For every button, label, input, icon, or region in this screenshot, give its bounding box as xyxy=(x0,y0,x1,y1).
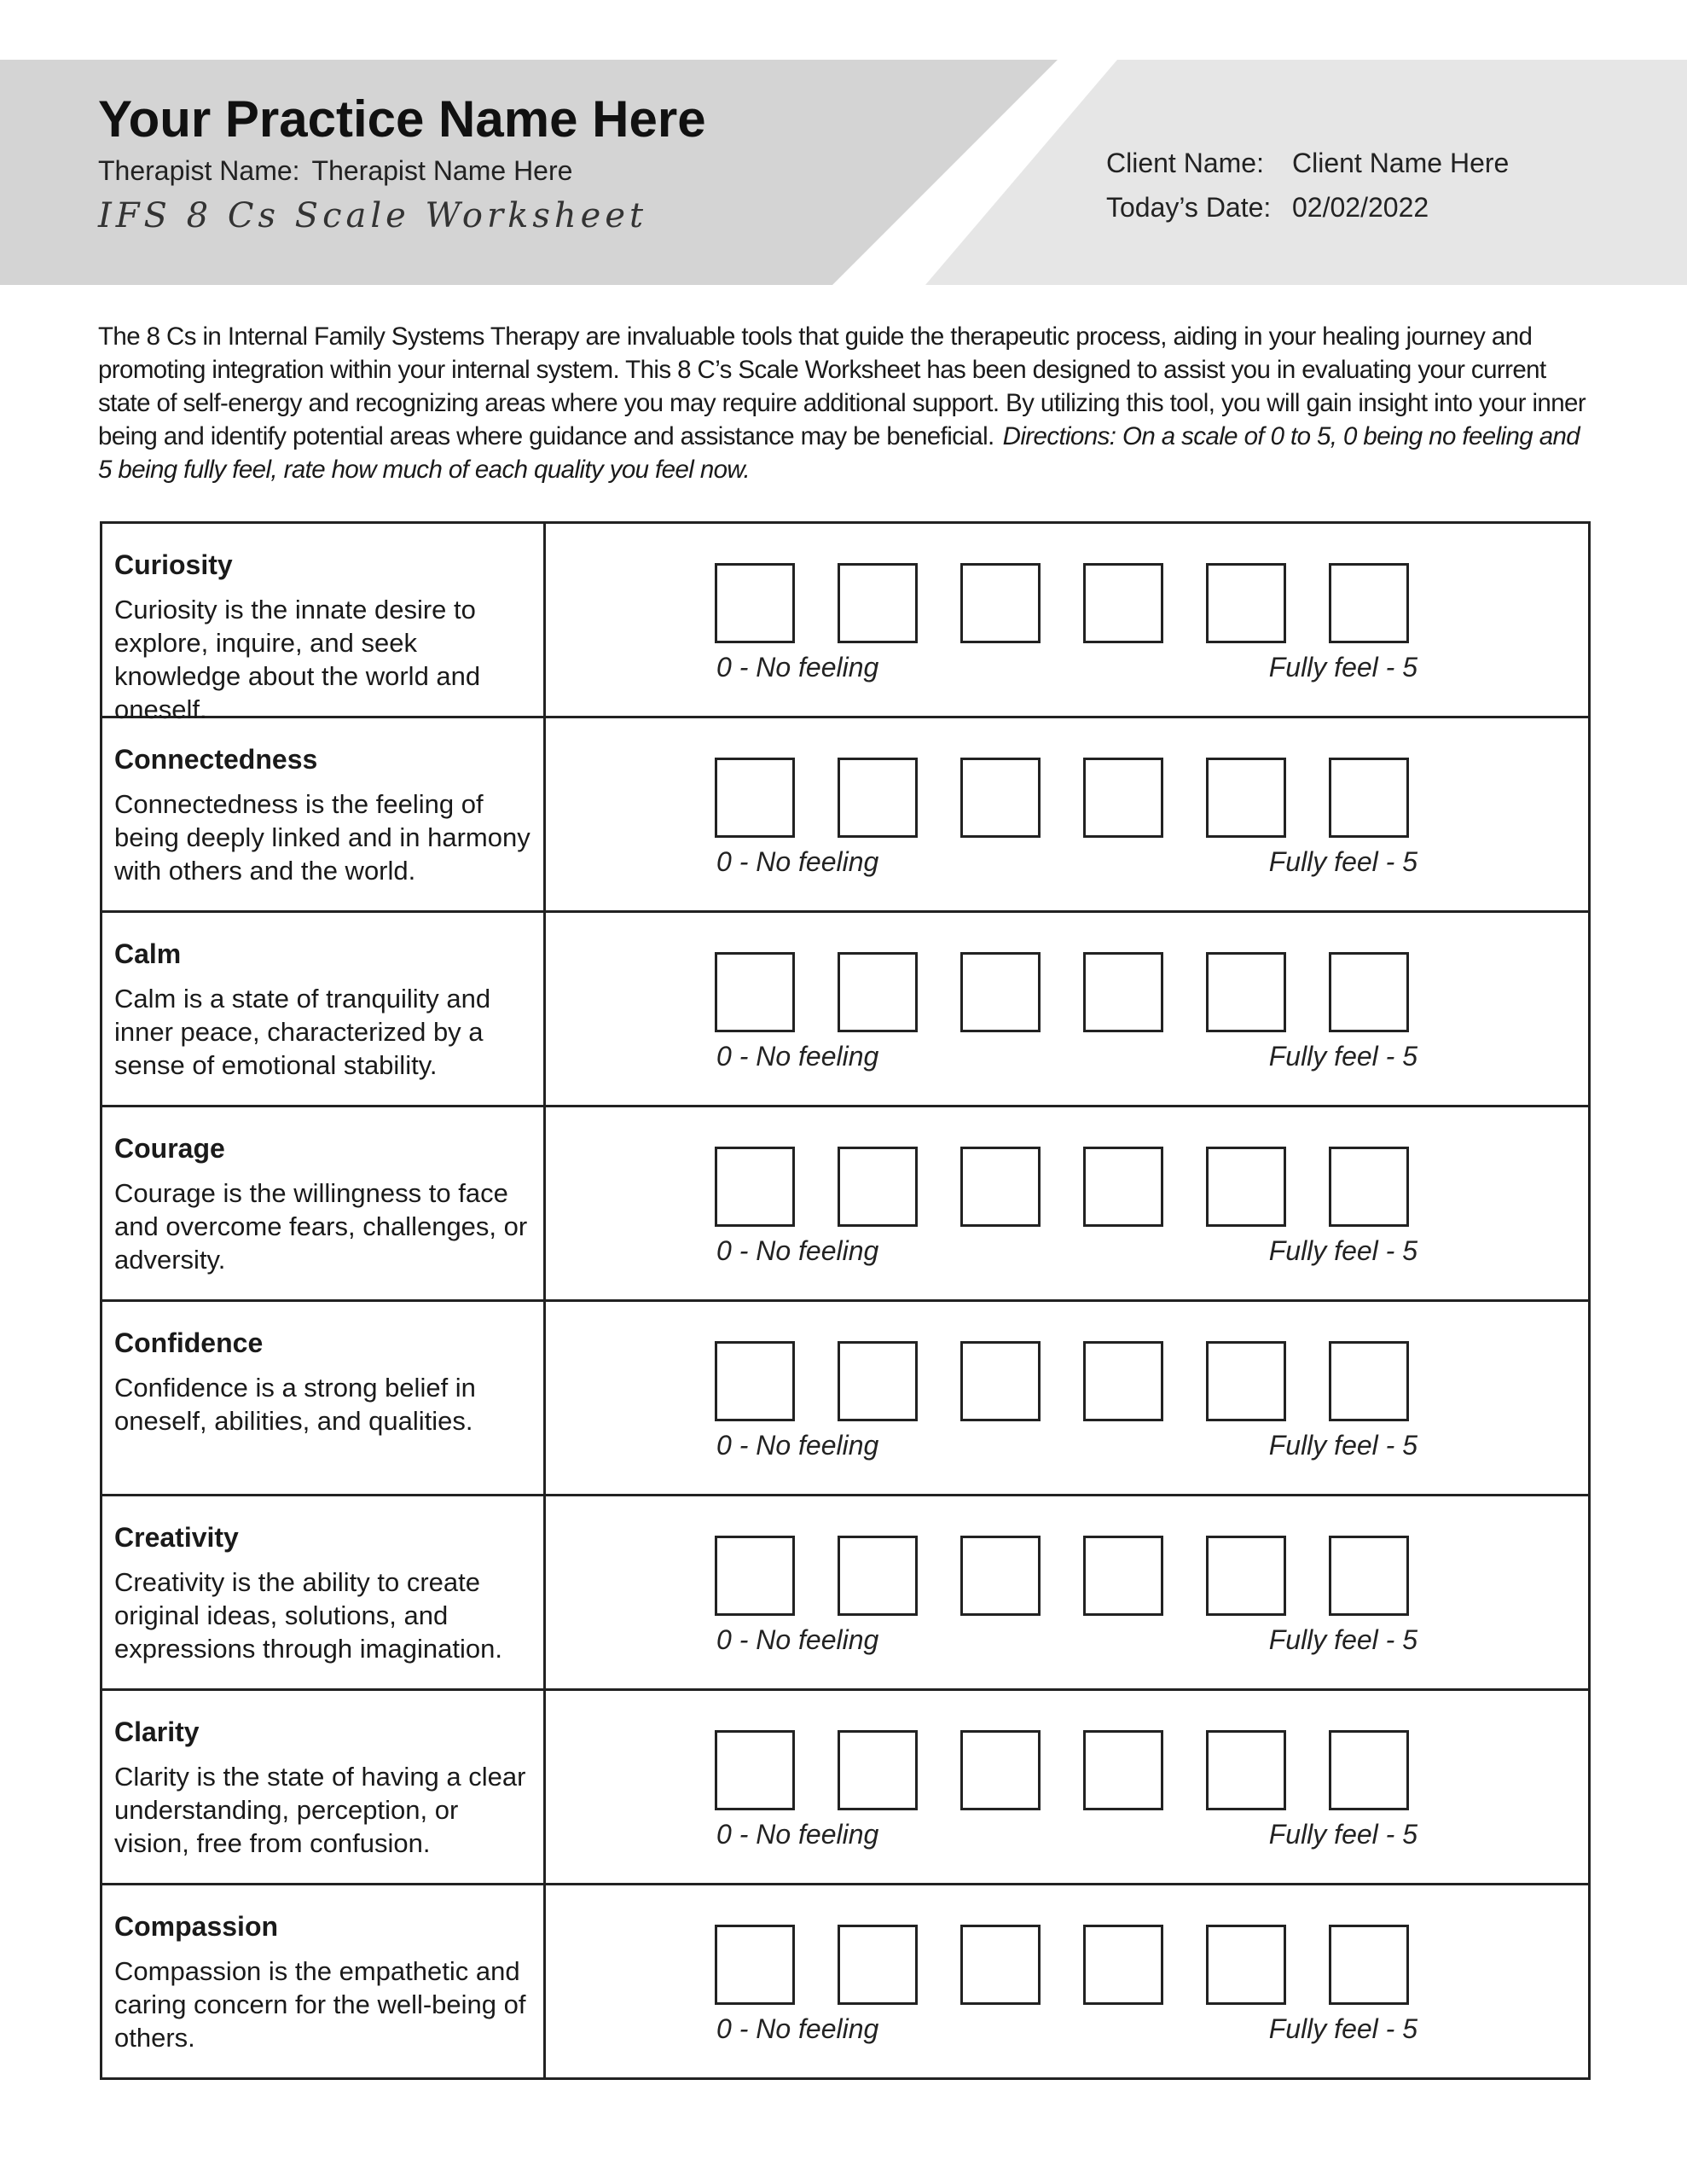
rating-checkbox-courage-2[interactable] xyxy=(960,1147,1041,1227)
rating-boxes xyxy=(715,758,1409,838)
rating-scale-cell xyxy=(546,913,1588,1105)
quality-name: Calm xyxy=(114,938,182,969)
rating-checkbox-clarity-4[interactable] xyxy=(1206,1730,1286,1810)
rating-checkbox-calm-0[interactable] xyxy=(715,952,795,1032)
quality-description-cell xyxy=(102,913,546,1105)
quality-row-creativity xyxy=(102,1496,1588,1691)
quality-description: Curiosity is the innate desire to explore, inquire, and seek knowledge about the world and oneself. xyxy=(114,595,481,724)
rating-checkbox-connectedness-0[interactable] xyxy=(715,758,795,838)
quality-description-cell xyxy=(102,1302,546,1494)
rating-checkbox-connectedness-4[interactable] xyxy=(1206,758,1286,838)
rating-boxes xyxy=(715,1341,1409,1421)
quality-name: Courage xyxy=(114,1133,225,1164)
rating-checkbox-confidence-1[interactable] xyxy=(838,1341,918,1421)
quality-description: Courage is the willingness to face and overcome fears, challenges, or adversity. xyxy=(114,1178,528,1275)
scale-low-label: 0 - No feeling xyxy=(716,1041,879,1072)
rating-checkbox-clarity-1[interactable] xyxy=(838,1730,918,1810)
rating-checkbox-curiosity-4[interactable] xyxy=(1206,563,1286,643)
rating-checkbox-curiosity-1[interactable] xyxy=(838,563,918,643)
quality-row-calm xyxy=(102,913,1588,1107)
rating-checkbox-courage-1[interactable] xyxy=(838,1147,918,1227)
rating-checkbox-calm-2[interactable] xyxy=(960,952,1041,1032)
client-name-field[interactable]: Client Name Here xyxy=(1292,147,1510,178)
rating-checkbox-curiosity-5[interactable] xyxy=(1329,563,1409,643)
rating-boxes xyxy=(715,1147,1409,1227)
rating-checkbox-courage-0[interactable] xyxy=(715,1147,795,1227)
quality-name: Compassion xyxy=(114,1911,279,1942)
rating-checkbox-connectedness-5[interactable] xyxy=(1329,758,1409,838)
client-name-label: Client Name: xyxy=(1106,147,1264,178)
rating-scale-cell xyxy=(546,1107,1588,1299)
rating-checkbox-creativity-1[interactable] xyxy=(838,1536,918,1616)
rating-checkbox-compassion-4[interactable] xyxy=(1206,1925,1286,2005)
quality-description-cell xyxy=(102,1496,546,1688)
therapist-row xyxy=(98,155,572,187)
quality-description-cell xyxy=(102,1691,546,1883)
rating-checkbox-clarity-0[interactable] xyxy=(715,1730,795,1810)
rating-boxes xyxy=(715,563,1409,643)
rating-checkbox-creativity-5[interactable] xyxy=(1329,1536,1409,1616)
scale-low-label: 0 - No feeling xyxy=(716,1430,879,1461)
scale-low-label: 0 - No feeling xyxy=(716,1235,879,1266)
rating-checkbox-creativity-3[interactable] xyxy=(1083,1536,1163,1616)
quality-description: Creativity is the ability to create original ideas, solutions, and expressions through imagination. xyxy=(114,1567,502,1664)
rating-checkbox-clarity-5[interactable] xyxy=(1329,1730,1409,1810)
rating-checkbox-compassion-0[interactable] xyxy=(715,1925,795,2005)
rating-scale-cell xyxy=(546,1496,1588,1688)
scale-high-label: Fully feel - 5 xyxy=(1268,2013,1417,2044)
quality-description: Compassion is the empathetic and caring concern for the well-being of others. xyxy=(114,1956,526,2053)
rating-scale-cell xyxy=(546,1302,1588,1494)
scale-high-label: Fully feel - 5 xyxy=(1268,652,1417,682)
rating-boxes xyxy=(715,952,1409,1032)
rating-scale-cell xyxy=(546,1885,1588,2077)
quality-name: Creativity xyxy=(114,1522,239,1553)
rating-checkbox-calm-5[interactable] xyxy=(1329,952,1409,1032)
quality-description: Confidence is a strong belief in oneself, abilities, and qualities. xyxy=(114,1373,476,1436)
rating-boxes xyxy=(715,1536,1409,1616)
quality-row-compassion xyxy=(102,1885,1588,2077)
worksheet-title: IFS 8 Cs Scale Worksheet xyxy=(98,196,648,235)
rating-checkbox-creativity-4[interactable] xyxy=(1206,1536,1286,1616)
scale-high-label: Fully feel - 5 xyxy=(1268,846,1417,877)
scale-low-label: 0 - No feeling xyxy=(716,652,879,682)
date-label: Today’s Date: xyxy=(1106,191,1272,223)
scale-low-label: 0 - No feeling xyxy=(716,1819,879,1850)
rating-checkbox-calm-1[interactable] xyxy=(838,952,918,1032)
quality-name: Confidence xyxy=(114,1327,264,1358)
rating-checkbox-clarity-3[interactable] xyxy=(1083,1730,1163,1810)
directions-text: Directions: On a scale of 0 to 5, 0 being no feeling and 5 being fully feel, rate how much of each quality you feel now. xyxy=(98,422,1580,484)
scale-low-label: 0 - No feeling xyxy=(716,1624,879,1655)
rating-checkbox-confidence-2[interactable] xyxy=(960,1341,1041,1421)
rating-scale-cell xyxy=(546,718,1588,910)
client-name-row xyxy=(1106,141,1509,185)
date-field[interactable]: 02/02/2022 xyxy=(1292,191,1429,223)
rating-checkbox-calm-3[interactable] xyxy=(1083,952,1163,1032)
scale-high-label: Fully feel - 5 xyxy=(1268,1235,1417,1266)
rating-checkbox-creativity-0[interactable] xyxy=(715,1536,795,1616)
quality-description-cell xyxy=(102,524,546,724)
rating-checkbox-connectedness-2[interactable] xyxy=(960,758,1041,838)
rating-checkbox-curiosity-0[interactable] xyxy=(715,563,795,643)
rating-checkbox-calm-4[interactable] xyxy=(1206,952,1286,1032)
therapist-label: Therapist Name: xyxy=(98,155,300,186)
quality-row-curiosity xyxy=(102,524,1588,724)
quality-name: Connectedness xyxy=(114,744,318,775)
quality-description: Connectedness is the feeling of being deeply linked and in harmony with others and the world. xyxy=(114,789,530,886)
quality-description-cell xyxy=(102,718,546,910)
quality-row-courage xyxy=(102,1107,1588,1302)
intro-paragraph xyxy=(98,320,1599,486)
date-row xyxy=(1106,185,1509,229)
rating-checkbox-compassion-2[interactable] xyxy=(960,1925,1041,2005)
quality-description: Calm is a state of tranquility and inner peace, characterized by a sense of emotional stability. xyxy=(114,984,491,1080)
rating-checkbox-courage-5[interactable] xyxy=(1329,1147,1409,1227)
rating-checkbox-confidence-5[interactable] xyxy=(1329,1341,1409,1421)
quality-row-clarity xyxy=(102,1691,1588,1885)
rating-checkbox-compassion-3[interactable] xyxy=(1083,1925,1163,2005)
rating-checkbox-confidence-3[interactable] xyxy=(1083,1341,1163,1421)
quality-row-connectedness xyxy=(102,718,1588,913)
scale-low-label: 0 - No feeling xyxy=(716,2013,879,2044)
rating-checkbox-clarity-2[interactable] xyxy=(960,1730,1041,1810)
therapist-name-field[interactable]: Therapist Name Here xyxy=(311,155,573,186)
scale-low-label: 0 - No feeling xyxy=(716,846,879,877)
rating-table xyxy=(100,521,1591,2080)
scale-high-label: Fully feel - 5 xyxy=(1268,1430,1417,1461)
quality-description-cell xyxy=(102,1107,546,1299)
rating-checkbox-connectedness-3[interactable] xyxy=(1083,758,1163,838)
rating-scale-cell xyxy=(546,524,1588,716)
scale-high-label: Fully feel - 5 xyxy=(1268,1624,1417,1655)
rating-checkbox-confidence-4[interactable] xyxy=(1206,1341,1286,1421)
practice-name: Your Practice Name Here xyxy=(98,90,706,148)
rating-scale-cell xyxy=(546,1691,1588,1883)
quality-description: Clarity is the state of having a clear understanding, perception, or vision, free from confusion. xyxy=(114,1762,526,1858)
quality-name: Clarity xyxy=(114,1716,200,1747)
scale-high-label: Fully feel - 5 xyxy=(1268,1041,1417,1072)
rating-checkbox-courage-3[interactable] xyxy=(1083,1147,1163,1227)
rating-checkbox-compassion-1[interactable] xyxy=(838,1925,918,2005)
rating-checkbox-confidence-0[interactable] xyxy=(715,1341,795,1421)
rating-checkbox-compassion-5[interactable] xyxy=(1329,1925,1409,2005)
rating-boxes xyxy=(715,1730,1409,1810)
intro-text: The 8 Cs in Internal Family Systems Therapy are invaluable tools that guide the therapeutic process, aiding in your healing journey and promoting integration within your internal system. This 8 C’s Scale Worksheet has been designed to assist you in evaluating your current state of self-energy and recognizing areas where you may require additional support. By utilizing this tool, you will gain insight into your inner being and identify potential areas where guidance and assistance may be beneficial. xyxy=(98,322,1586,450)
rating-checkbox-connectedness-1[interactable] xyxy=(838,758,918,838)
rating-checkbox-courage-4[interactable] xyxy=(1206,1147,1286,1227)
rating-checkbox-curiosity-2[interactable] xyxy=(960,563,1041,643)
scale-high-label: Fully feel - 5 xyxy=(1268,1819,1417,1850)
rating-checkbox-curiosity-3[interactable] xyxy=(1083,563,1163,643)
rating-boxes xyxy=(715,1925,1409,2005)
quality-description-cell xyxy=(102,1885,546,2077)
quality-name: Curiosity xyxy=(114,549,233,580)
client-info xyxy=(1106,141,1509,229)
rating-checkbox-creativity-2[interactable] xyxy=(960,1536,1041,1616)
quality-row-confidence xyxy=(102,1302,1588,1496)
